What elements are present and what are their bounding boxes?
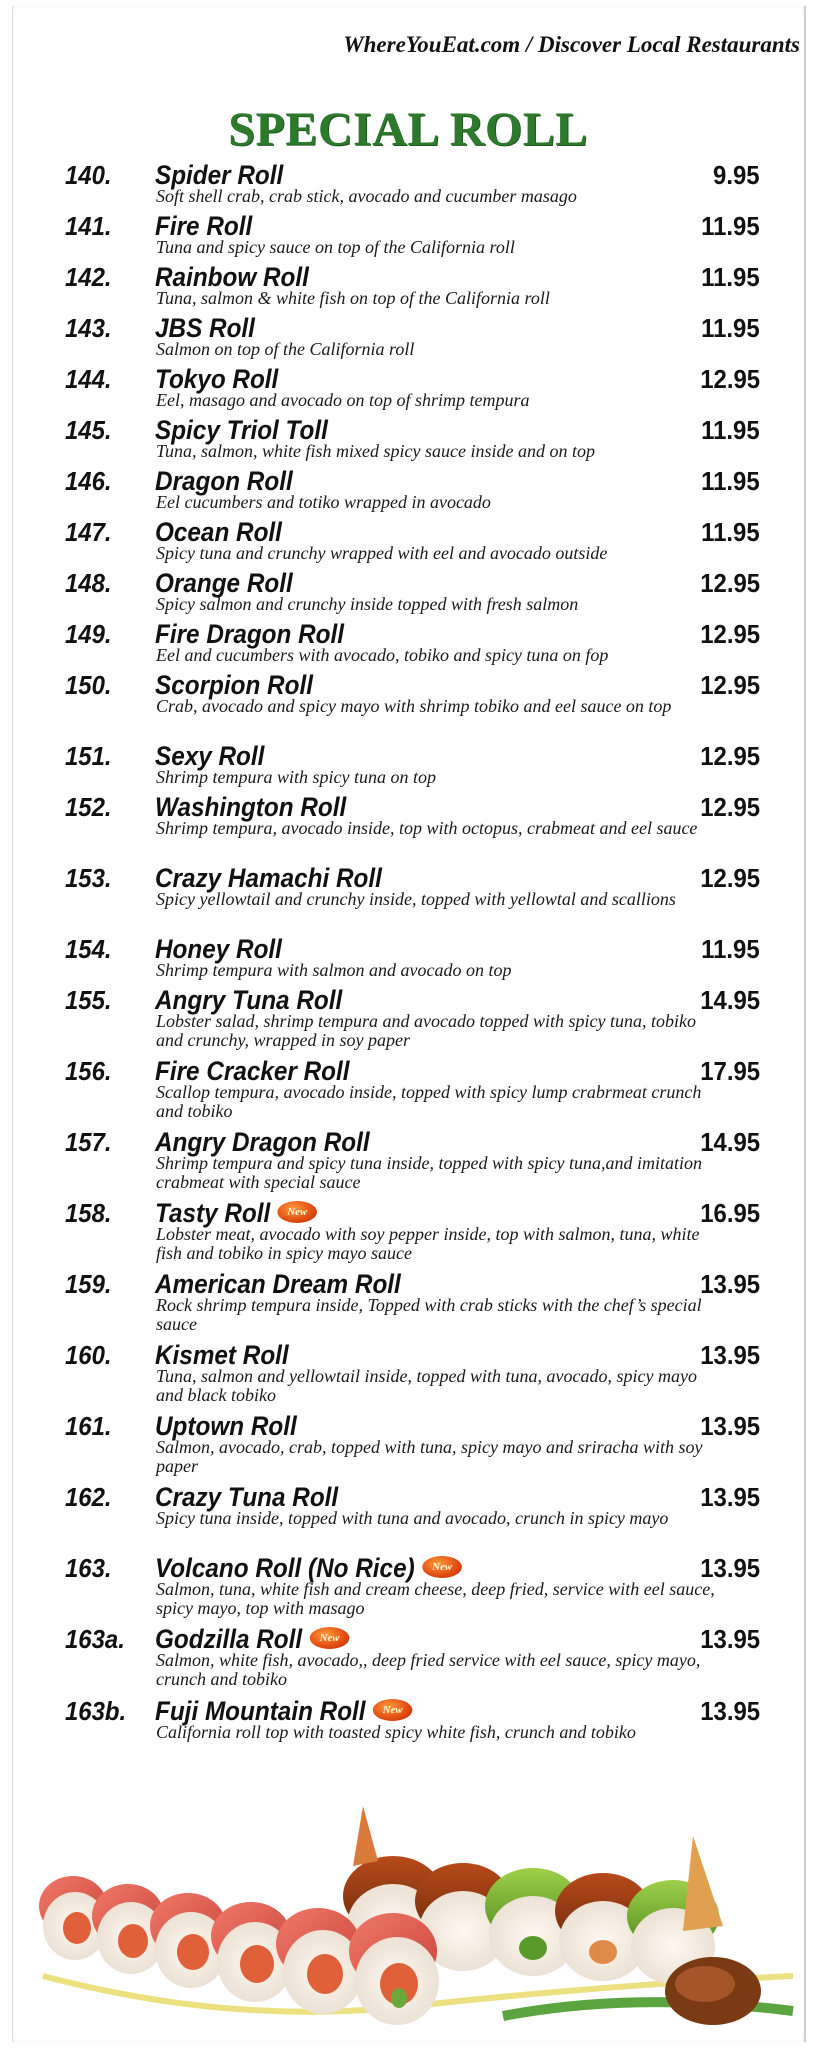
shrimp-tail-icon — [353, 1806, 378, 1866]
menu-item-line — [65, 364, 760, 394]
item-description: Eel and cucumbers with avocado, tobiko and spicy tuna on fop — [156, 645, 609, 665]
item-name — [155, 1056, 349, 1087]
item-description: Spicy tuna and crunchy wrapped with eel and avocado outside — [156, 543, 608, 563]
item-price: 12.95 — [700, 670, 760, 700]
item-name — [155, 517, 282, 548]
item-number: 150. — [65, 670, 112, 700]
menu-item-line — [65, 792, 760, 822]
menu-item — [65, 863, 760, 909]
item-name — [155, 670, 313, 701]
item-description: Eel, masago and avocado on top of shrimp tempura — [156, 390, 530, 410]
item-name-text: Kismet Roll — [155, 1340, 289, 1370]
item-description: Crab, avocado and spicy mayo with shrimp tobiko and eel sauce on top — [156, 696, 672, 716]
item-description: Salmon, white fish, avocado,, deep fried service with eel sauce, spicy mayo, crunch and tobiko — [156, 1650, 701, 1689]
menu-item-line — [65, 211, 760, 241]
item-name — [155, 262, 309, 293]
item-number: 163a. — [65, 1624, 125, 1654]
item-description: Soft shell crab, crab stick, avocado and cucumber masago — [156, 186, 577, 206]
menu-item-line — [65, 1269, 760, 1299]
new-badge-icon: New — [309, 1627, 349, 1649]
menu-item-line — [65, 1553, 760, 1583]
menu-item — [65, 934, 760, 980]
item-price: 11.95 — [701, 466, 760, 496]
item-number: 146. — [65, 466, 112, 496]
item-number: 152. — [65, 792, 112, 822]
item-number: 141. — [65, 211, 112, 241]
item-name — [155, 1340, 289, 1371]
item-description: Tuna and spicy sauce on top of the California roll — [156, 237, 515, 257]
menu-item-line — [65, 415, 760, 445]
item-price: 13.95 — [700, 1696, 760, 1726]
menu-item-line — [65, 934, 760, 964]
item-number: 163. — [65, 1553, 112, 1583]
item-name — [155, 1696, 411, 1727]
menu-item-line — [65, 1624, 760, 1654]
item-name — [155, 160, 283, 191]
item-price: 11.95 — [701, 415, 760, 445]
item-description: Lobster salad, shrimp tempura and avocado topped with spicy tuna, tobiko and crunchy, wrapped in soy paper — [156, 1011, 696, 1050]
item-description: Tuna, salmon, white fish mixed spicy sauce inside and on top — [156, 441, 595, 461]
item-description: Spicy yellowtail and crunchy inside, topped with yellowtal and scallions — [156, 889, 676, 909]
item-name-text: Tasty Roll — [155, 1198, 271, 1228]
item-name-text: Godzilla Roll — [155, 1624, 303, 1654]
item-price: 13.95 — [700, 1553, 760, 1583]
item-name-text: Crazy Hamachi Roll — [155, 863, 382, 893]
item-price: 12.95 — [700, 568, 760, 598]
item-number: 157. — [65, 1127, 112, 1157]
menu-item — [65, 1127, 760, 1192]
item-name — [155, 741, 264, 772]
item-price: 12.95 — [700, 741, 760, 771]
item-name-text: Honey Roll — [155, 934, 282, 964]
item-name — [155, 1553, 460, 1584]
menu-item — [65, 985, 760, 1050]
menu-item-line — [65, 863, 760, 893]
menu-item-line — [65, 568, 760, 598]
menu-item-line — [65, 262, 760, 292]
menu-item — [65, 1340, 760, 1405]
menu-item — [65, 792, 760, 838]
item-price: 13.95 — [700, 1624, 760, 1654]
item-name — [155, 1624, 347, 1655]
item-number: 163b. — [65, 1696, 127, 1726]
item-description: Salmon, avocado, crab, topped with tuna, spicy mayo and sriracha with soy paper — [156, 1437, 703, 1476]
item-name — [155, 1127, 370, 1158]
item-number: 144. — [65, 364, 112, 394]
item-name-text: Uptown Roll — [155, 1411, 297, 1441]
new-badge-icon: New — [422, 1556, 462, 1578]
item-number: 143. — [65, 313, 112, 343]
item-description: Spicy tuna inside, topped with tuna and avocado, crunch in spicy mayo — [156, 1508, 669, 1528]
item-description: Scallop tempura, avocado inside, topped with spicy lump crabrmeat crunch and tobiko — [156, 1082, 702, 1121]
item-description: Shrimp tempura, avocado inside, top with octopus, crabmeat and eel sauce — [156, 818, 698, 838]
menu-item-line — [65, 670, 760, 700]
item-price: 17.95 — [700, 1056, 760, 1086]
menu-item-line — [65, 160, 760, 190]
menu-item-line — [65, 985, 760, 1015]
item-name — [155, 415, 328, 446]
menu-item — [65, 211, 760, 257]
item-description: Salmon, tuna, white fish and cream cheese, deep fried, service with eel sauce, spicy mayo, top with masago — [156, 1579, 715, 1618]
item-name-text: Washington Roll — [155, 792, 347, 822]
item-description: California roll top with toasted spicy white fish, crunch and tobiko — [156, 1722, 636, 1742]
sushi-photo — [33, 1776, 803, 2041]
item-name — [155, 313, 255, 344]
item-name-text: Volcano Roll (No Rice) — [155, 1553, 415, 1583]
new-badge-icon: New — [277, 1201, 317, 1223]
menu-item-line — [65, 1411, 760, 1441]
item-number: 158. — [65, 1198, 112, 1228]
item-name-text: JBS Roll — [155, 313, 255, 343]
item-price: 11.95 — [701, 262, 760, 292]
item-name-text: Crazy Tuna Roll — [155, 1482, 339, 1512]
menu-item-line — [65, 619, 760, 649]
item-price: 14.95 — [700, 985, 760, 1015]
menu-item-line — [65, 466, 760, 496]
menu-item — [65, 1411, 760, 1476]
menu-item-line — [65, 1482, 760, 1512]
item-name-text: Rainbow Roll — [155, 262, 309, 292]
item-price: 13.95 — [700, 1269, 760, 1299]
item-name-text: Fuji Mountain Roll — [155, 1696, 366, 1726]
menu-item-line — [65, 1127, 760, 1157]
item-price: 13.95 — [700, 1411, 760, 1441]
item-price: 12.95 — [700, 792, 760, 822]
menu-item — [65, 1482, 760, 1528]
item-description: Shrimp tempura with salmon and avocado on top — [156, 960, 512, 980]
menu-item-line — [65, 517, 760, 547]
menu-item-line — [65, 1198, 760, 1228]
item-price: 16.95 — [700, 1198, 760, 1228]
menu-item — [65, 1198, 760, 1263]
item-name-text: Spider Roll — [155, 160, 284, 190]
item-name — [155, 934, 282, 965]
item-name-text: Angry Dragon Roll — [155, 1127, 370, 1157]
item-number: 155. — [65, 985, 112, 1015]
item-number: 149. — [65, 619, 112, 649]
item-name — [155, 1482, 338, 1513]
item-name — [155, 1411, 297, 1442]
item-description: Eel cucumbers and totiko wrapped in avocado — [156, 492, 491, 512]
menu-item — [65, 619, 760, 665]
item-name — [155, 211, 252, 242]
item-name — [155, 863, 382, 894]
menu-item — [65, 670, 760, 716]
item-price: 12.95 — [700, 863, 760, 893]
site-header: WhereYouEat.com / Discover Local Restaurants — [343, 32, 800, 57]
item-name — [155, 1269, 401, 1300]
item-price: 13.95 — [700, 1482, 760, 1512]
item-name-text: American Dream Roll — [155, 1269, 401, 1299]
item-number: 156. — [65, 1056, 112, 1086]
item-price: 11.95 — [701, 211, 760, 241]
item-name-text: Orange Roll — [155, 568, 293, 598]
item-number: 153. — [65, 863, 112, 893]
item-number: 140. — [65, 160, 112, 190]
menu-item — [65, 1553, 760, 1618]
menu-item-line — [65, 1696, 760, 1726]
menu-item — [65, 741, 760, 787]
menu-item — [65, 262, 760, 308]
item-number: 160. — [65, 1340, 112, 1370]
menu-item — [65, 1269, 760, 1334]
item-price: 11.95 — [701, 934, 760, 964]
item-number: 145. — [65, 415, 112, 445]
menu-page — [12, 6, 806, 2042]
item-name — [155, 568, 293, 599]
item-price: 11.95 — [701, 313, 760, 343]
item-name — [155, 792, 346, 823]
item-name — [155, 619, 344, 650]
item-number: 159. — [65, 1269, 112, 1299]
item-name-text: Sexy Roll — [155, 741, 265, 771]
section-title: SPECIAL ROLL — [228, 103, 588, 156]
item-number: 154. — [65, 934, 112, 964]
item-description: Shrimp tempura and spicy tuna inside, topped with spicy tuna,and imitation crabmeat with special sauce — [156, 1153, 702, 1192]
item-name-text: Fire Roll — [155, 211, 253, 241]
menu-item — [65, 313, 760, 359]
menu-item-line — [65, 313, 760, 343]
item-number: 142. — [65, 262, 112, 292]
item-name-text: Fire Cracker Roll — [155, 1056, 350, 1086]
menu-item — [65, 364, 760, 410]
item-number: 162. — [65, 1482, 112, 1512]
menu-item — [65, 160, 760, 206]
item-number: 148. — [65, 568, 112, 598]
item-description: Rock shrimp tempura inside, Topped with crab sticks with the chef’s special sauce — [156, 1295, 702, 1334]
item-price: 12.95 — [700, 619, 760, 649]
item-description: Salmon on top of the California roll — [156, 339, 415, 359]
item-number: 151. — [65, 741, 112, 771]
tempura-icon — [683, 1836, 723, 1931]
menu-item-line — [65, 1340, 760, 1370]
item-name-text: Spicy Triol Toll — [155, 415, 328, 445]
item-name — [155, 364, 278, 395]
item-name-text: Fire Dragon Roll — [155, 619, 345, 649]
item-description: Spicy salmon and crunchy inside topped with fresh salmon — [156, 594, 579, 614]
item-description: Tuna, salmon and yellowtail inside, topped with tuna, avocado, spicy mayo and black tobiko — [156, 1366, 697, 1405]
item-description: Tuna, salmon & white fish on top of the California roll — [156, 288, 550, 308]
menu-item-line — [65, 741, 760, 771]
menu-item — [65, 466, 760, 512]
menu-item — [65, 1624, 760, 1689]
item-name — [155, 985, 342, 1016]
menu-item — [65, 415, 760, 461]
item-price: 14.95 — [700, 1127, 760, 1157]
item-number: 147. — [65, 517, 112, 547]
item-name-text: Tokyo Roll — [155, 364, 279, 394]
menu-item — [65, 1056, 760, 1121]
item-price: 9.95 — [713, 160, 760, 190]
item-name — [155, 466, 293, 497]
new-badge-icon: New — [373, 1699, 413, 1721]
item-price: 11.95 — [701, 517, 760, 547]
item-name — [155, 1198, 315, 1229]
menu-item — [65, 1696, 760, 1742]
menu-item-line — [65, 1056, 760, 1086]
menu-item — [65, 517, 760, 563]
item-price: 13.95 — [700, 1340, 760, 1370]
item-name-text: Angry Tuna Roll — [155, 985, 343, 1015]
item-description: Shrimp tempura with spicy tuna on top — [156, 767, 436, 787]
item-price: 12.95 — [700, 364, 760, 394]
item-name-text: Dragon Roll — [155, 466, 293, 496]
item-number: 161. — [65, 1411, 112, 1441]
item-name-text: Scorpion Roll — [155, 670, 313, 700]
item-name-text: Ocean Roll — [155, 517, 282, 547]
menu-item — [65, 568, 760, 614]
item-description: Lobster meat, avocado with soy pepper inside, top with salmon, tuna, white fish and tobiko in spicy mayo sauce — [156, 1224, 700, 1263]
